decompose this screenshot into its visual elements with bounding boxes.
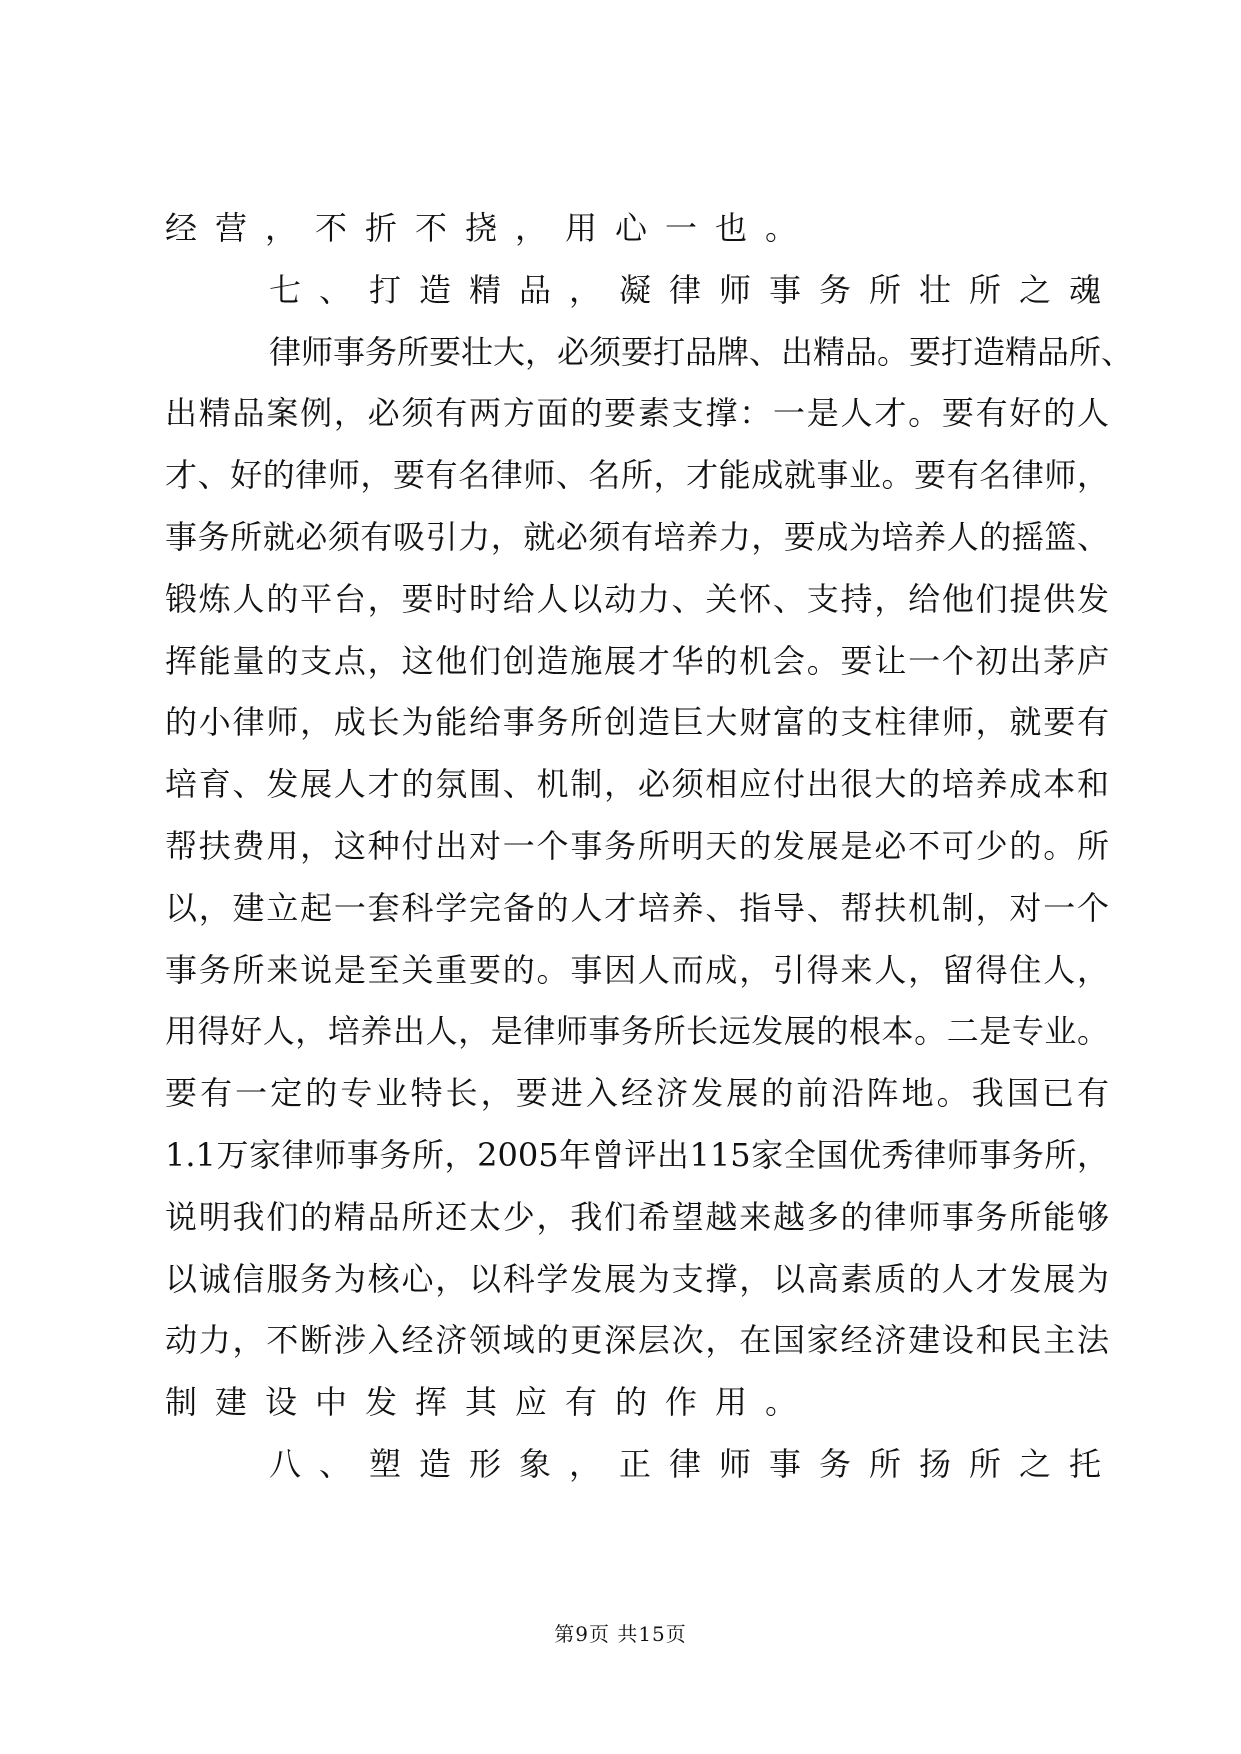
text-line: 事务所就必须有吸引力，就必须有培养力，要成为培养人的摇篮、 <box>165 517 1109 556</box>
document-body <box>165 198 1134 1496</box>
text-line: 挥能量的支点，这他们创造施展才华的机会。要让一个初出茅庐 <box>165 641 1109 680</box>
text-line: 事务所来说是至关重要的。事因人而成，引得来人，留得住人， <box>165 950 1109 989</box>
text-line: 锻炼人的平台，要时时给人以动力、关怀、支持，给他们提供发 <box>165 579 1109 618</box>
text-line: 以诚信服务为核心，以科学发展为支撑，以高素质的人才发展为 <box>165 1259 1109 1298</box>
text-line: 出精品案例，必须有两方面的要素支撑：一是人才。要有好的人 <box>165 394 1109 433</box>
text-line: 经营，不折不挠，用心一也。 <box>165 209 816 247</box>
text-line: 制建设中发挥其应有的作用。 <box>165 1383 816 1422</box>
text-line: 1.1万家律师事务所，2005年曾评出115家全国优秀律师事务所， <box>165 1135 1109 1174</box>
text-line: 用得好人，培养出人，是律师事务所长远发展的根本。二是专业。 <box>165 1012 1109 1051</box>
text-line: 要有一定的专业特长，要进入经济发展的前沿阵地。我国已有 <box>165 1074 1109 1113</box>
text-line: 以，建立起一套科学完备的人才培养、指导、帮扶机制，对一个 <box>165 888 1109 927</box>
section-heading: 八、塑造形象，正律师事务所扬所之托 <box>269 1444 1120 1483</box>
text-line: 动力，不断涉入经济领域的更深层次，在国家经济建设和民主法 <box>165 1321 1109 1360</box>
page-footer: 第9页 共15页 <box>554 1622 687 1646</box>
text-line: 的小律师，成长为能给事务所创造巨大财富的支柱律师，就要有 <box>165 703 1109 742</box>
text-line: 才、好的律师，要有名律师、名所，才能成就事业。要有名律师， <box>165 456 1109 495</box>
section-heading: 七、打造精品，凝律师事务所壮所之魂 <box>269 270 1120 309</box>
text-line: 帮扶费用，这种付出对一个事务所明天的发展是必不可少的。所 <box>165 826 1109 865</box>
text-line: 说明我们的精品所还太少，我们希望越来越多的律师事务所能够 <box>165 1197 1109 1236</box>
text-line: 培育、发展人才的氛围、机制，必须相应付出很大的培养成本和 <box>165 765 1109 804</box>
text-line: 律师事务所要壮大，必须要打品牌、出精品。要打造精品所、 <box>269 332 1134 371</box>
